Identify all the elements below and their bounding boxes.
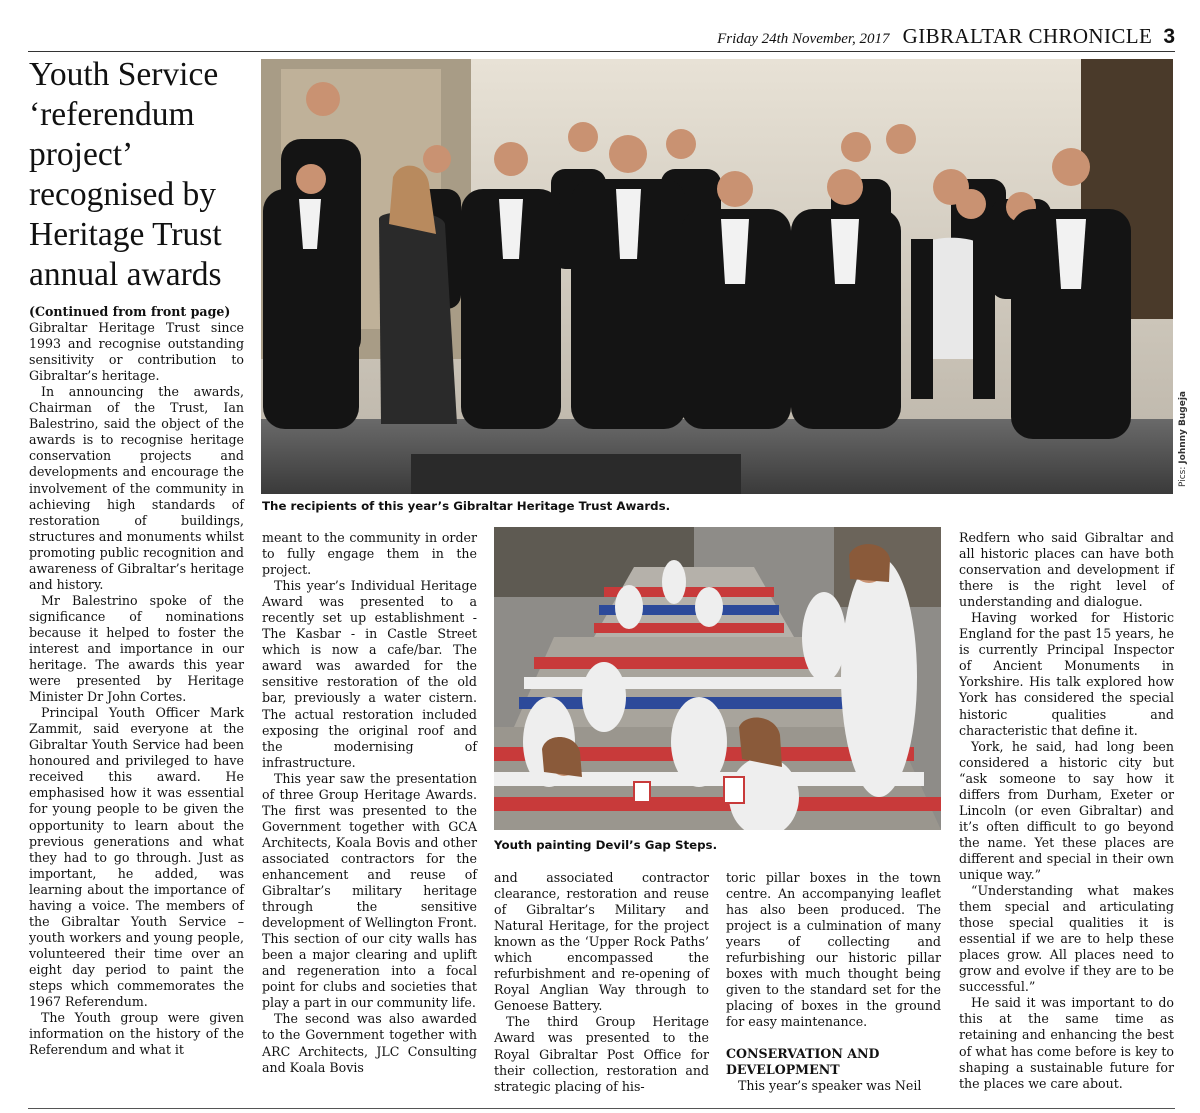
- paragraph: This year’s Individual Heritage Award was presented to a recently set up establishment - The Kasbar - in Castle Street which is now a cafe/bar. The award was awarded for the sensitive restoration of the old bar, previously a water cistern. The actual restoration included exposing the original roof and the modernising of infrastructure.: [262, 578, 477, 770]
- paragraph: Principal Youth Officer Mark Zammit, said everyone at the Gibraltar Youth Service had been honoured and privileged to have received this award. He emphasised how it was essential for young people to be given the opportunity to learn about the previous generations and what they had to go through. Just as important, he added, was learning about the importance of having a voice. The members of the Gibraltar Youth Service – youth workers and young people, volunteered their time over an eight day period to paint the steps which commemorates the 1967 Referendum.: [29, 705, 244, 1010]
- paragraph: Redfern who said Gibraltar and all historic places can have both conservation and development if there is the right level of understanding and dialogue.: [959, 530, 1174, 610]
- steps-photo-image: [494, 527, 941, 830]
- paragraph: The second was also awarded to the Government together with ARC Architects, JLC Consulting and Koala Bovis: [262, 1011, 477, 1075]
- subheading: CONSERVATION AND DEVELOPMENT: [726, 1046, 880, 1078]
- paper-name: GIBRALTAR CHRONICLE: [902, 24, 1153, 48]
- paragraph: Having worked for Historic England for the past 15 years, he is currently Principal Inspector of Ancient Monuments in Yorkshire. His talk explored how York has considered the special historic qualities and characteristic that define it.: [959, 610, 1174, 738]
- paragraph: “Understanding what makes them special and articulating those special qualities it is essential if we are to help these places grow. All places need to grow and evolve if they are to be successful.”: [959, 883, 1174, 995]
- article-column-4: [726, 870, 941, 1095]
- group-photo-caption: The recipients of this year’s Gibraltar Heritage Trust Awards.: [262, 499, 671, 513]
- photo-credit: Pics: Johnny Bugeja: [1178, 390, 1188, 487]
- paragraph: In announcing the awards, Chairman of the Trust, Ian Balestrino, said the object of the awards is to recognise heritage conservation projects and developments and encourage the involvement of the community in achieving high standards of restoration of buildings, structures and monuments whilst promoting public recognition and awareness of Gibraltar’s heritage and history.: [29, 384, 244, 592]
- article-column-5: [959, 530, 1174, 1092]
- paragraph: and associated contractor clearance, restoration and reuse of Gibraltar’s Military and Natural Heritage, for the project known as the ‘Upper Rock Paths’ which encompassed the refurbishment and re-opening of Royal Anglian Way through to Genoese Battery.: [494, 870, 709, 1014]
- paragraph: He said it was important to do this at the same time as retaining and enhancing the best of what has come before is key to shaping a sustainable future for the places we care about.: [959, 995, 1174, 1091]
- article-column-3: [494, 870, 709, 1095]
- steps-photo: [494, 527, 941, 830]
- continued-note: (Continued from front page): [29, 304, 231, 319]
- group-photo: [261, 59, 1173, 494]
- article-column-1: [29, 304, 244, 1058]
- paragraph: The Youth group were given information on the history of the Referendum and what it: [29, 1010, 244, 1058]
- paragraph: This year saw the presentation of three Group Heritage Awards. The first was presented to the Government together with GCA Architects, Koala Bovis and other associated contractors for the enhancement and reuse of Gibraltar’s military heritage through the sensitive development of Wellington Front. This section of our city walls has been a major clearing and uplift and regeneration into a focal point for clubs and societies that play a part in our community life.: [262, 770, 477, 1011]
- paragraph: toric pillar boxes in the town centre. An accompanying leaflet has also been produced. The project is a culmination of many years of collecting and refurbishing our historic pillar boxes with much thought being given to the standard set for the placing of boxes in the ground for easy maintenance.: [726, 870, 941, 1030]
- paragraph: Mr Balestrino spoke of the significance of nominations because it helped to foster the interest and importance in our heritage. The awards this year were presented by Heritage Minister Dr John Cortes.: [29, 592, 244, 705]
- steps-photo-caption: Youth painting Devil’s Gap Steps.: [494, 838, 718, 852]
- group-photo-image: [261, 59, 1173, 494]
- bottom-rule: [28, 1108, 1175, 1109]
- paragraph: This year’s speaker was Neil: [738, 1078, 922, 1094]
- paragraph: York, he said, had long been considered a historic city but “ask someone to say how it differs from Durham, Exeter or Lincoln (or even Gibraltar) and it’s often difficult to go beyond the name. Yet these places are different and special in their own unique way.”: [959, 738, 1174, 882]
- paragraph: Gibraltar Heritage Trust since 1993 and recognise outstanding sensitivity or contribution to Gibraltar’s heritage.: [29, 320, 244, 384]
- masthead-rule: [28, 51, 1175, 52]
- page-number: 3: [1163, 25, 1175, 48]
- masthead: [0, 24, 1175, 50]
- article-column-2: [262, 530, 477, 1076]
- issue-date: Friday 24th November, 2017: [717, 31, 890, 47]
- paragraph: The third Group Heritage Award was presented to the Royal Gibraltar Post Office for their collection, restoration and strategic placing of his-: [494, 1014, 709, 1094]
- paragraph: meant to the community in order to fully engage them in the project.: [262, 530, 477, 578]
- headline: Youth Service ‘referendum project’ recognised by Heritage Trust annual awards: [29, 56, 222, 293]
